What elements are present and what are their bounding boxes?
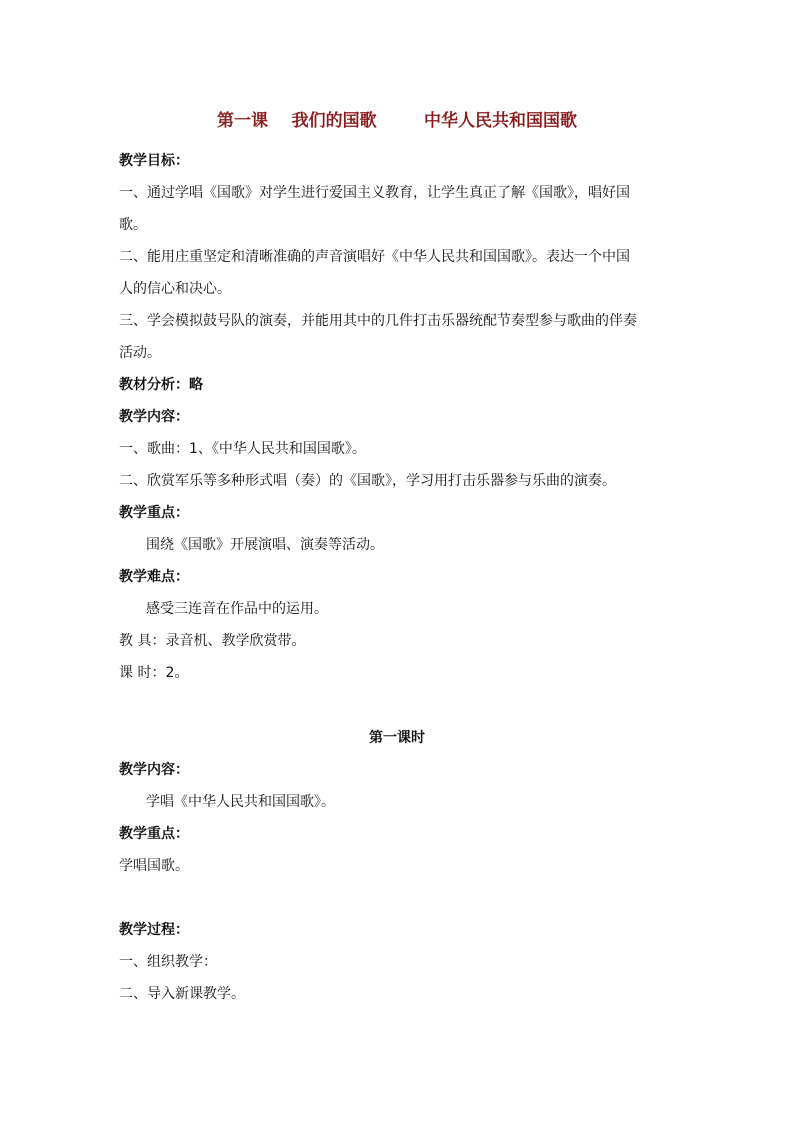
- paragraph-line: 活动。: [119, 345, 161, 361]
- paragraph-line: 一、歌曲：1、《中华人民共和国国歌》。: [119, 441, 366, 457]
- paragraph-line: 一、组织教学：: [119, 954, 217, 970]
- paragraph-line: 围绕《国歌》开展演唱、演奏等活动。: [146, 537, 384, 553]
- heading-objectives: 教学目标：: [119, 153, 189, 169]
- heading-key-points: 教学重点：: [119, 826, 189, 842]
- paragraph-line: 学唱国歌。: [119, 858, 189, 874]
- heading-process: 教学过程：: [119, 922, 189, 938]
- materials-line: 教 具：录音机、教学欣赏带。: [119, 633, 306, 649]
- paragraph-line: 一、通过学唱《国歌》对学生进行爱国主义教育，让学生真正了解《国歌》，唱好国: [119, 185, 630, 201]
- paragraph-line: 三、学会模拟鼓号队的演奏，并能用其中的几件打击乐器统配节奏型参与歌曲的伴奏: [119, 313, 637, 329]
- heading-key-points: 教学重点：: [119, 505, 189, 521]
- heading-content: 教学内容：: [119, 762, 189, 778]
- heading-difficulties: 教学难点：: [119, 569, 189, 585]
- heading-analysis: 教材分析：略: [119, 377, 203, 393]
- paragraph-line: 歌。: [119, 217, 147, 233]
- section-title: 第一课时: [369, 730, 425, 746]
- paragraph-line: 感受三连音在作品中的运用。: [146, 601, 328, 617]
- paragraph-line: 二、欣赏军乐等多种形式唱（奏）的《国歌》，学习用打击乐器参与乐曲的演奏。: [119, 473, 616, 489]
- paragraph-line: 二、能用庄重坚定和清晰准确的声音演唱好《中华人民共和国国歌》。表达一个中国: [119, 249, 630, 265]
- lesson-title: 第一课 我们的国歌 中华人民共和国国歌: [216, 111, 578, 131]
- paragraph-line: 人的信心和决心。: [119, 281, 231, 297]
- heading-content: 教学内容：: [119, 409, 189, 425]
- paragraph-line: 学唱《中华人民共和国国歌》。: [146, 794, 335, 810]
- paragraph-line: 二、导入新课教学。: [119, 986, 245, 1002]
- periods-line: 课 时：2。: [119, 665, 189, 681]
